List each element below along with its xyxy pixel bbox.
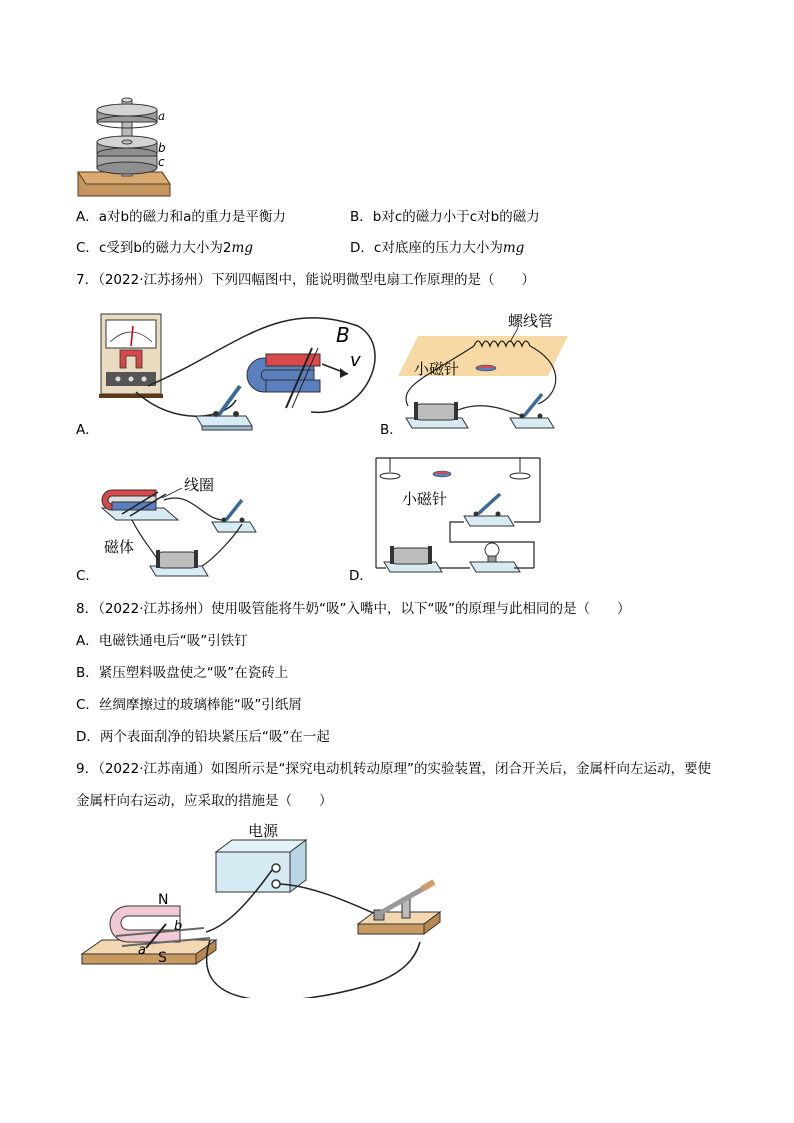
- label-b: b: [158, 141, 166, 155]
- q7-figure-b: [398, 306, 578, 436]
- south-pole-label: S: [158, 950, 167, 966]
- label-c: c: [158, 155, 165, 169]
- q6-option-b: B．b对c的磁力小于c对b的磁力: [350, 209, 540, 225]
- q8-option-a: A．电磁铁通电后“吸”引铁钉: [76, 633, 248, 649]
- q7-fig-d-letter: D．: [349, 568, 373, 584]
- power-supply-label: 电源: [248, 822, 279, 840]
- rod-end-a-label: a: [138, 943, 146, 958]
- q6-option-c: C．c受到b的磁力大小为2mg: [76, 240, 253, 256]
- magnet-label: 磁体: [104, 538, 135, 556]
- q9-motor-apparatus-figure: [76, 816, 448, 998]
- solenoid-label: 螺线管: [508, 312, 554, 330]
- q8-stem: 8．（2022·江苏扬州）使用吸管能将牛奶“吸”入嘴中，以下“吸”的原理与此相同的是（ ）: [76, 601, 631, 617]
- q7-fig-a-letter: A．: [76, 422, 99, 438]
- q7-figure-c: [92, 470, 268, 582]
- q7-figure-a: [96, 308, 382, 436]
- rod-end-b-label: b: [174, 919, 183, 934]
- q8-option-d: D．两个表面刮净的铅块紧压后“吸”在一起: [76, 729, 330, 745]
- q6-option-d: D．c对底座的压力大小为mg: [350, 240, 525, 256]
- q7-fig-c-letter: C．: [76, 568, 99, 584]
- q7-stem: 7．（2022·江苏扬州）下列四幅图中，能说明微型电扇工作原理的是（ ）: [76, 272, 535, 288]
- q9-stem-line2: 金属杆向右运动，应采取的措施是（ ）: [76, 793, 333, 809]
- q8-option-b: B．紧压塑料吸盘使之“吸”在瓷砖上: [76, 665, 289, 681]
- field-B-label: B: [336, 323, 350, 347]
- q6-option-a: A．a对b的磁力和a的重力是平衡力: [76, 209, 286, 225]
- q9-stem-line1: 9．（2022·江苏南通）如图所示是“探究电动机转动原理”的实验装置，闭合开关后，金属杆向左运动，要使: [76, 761, 711, 777]
- ring-c: [97, 156, 157, 174]
- needle-label: 小磁针: [414, 360, 460, 378]
- needle-label: 小磁针: [402, 490, 448, 508]
- coil-label: 线圈: [184, 476, 215, 494]
- q6-ring-magnets-figure: [70, 96, 180, 198]
- q7-figure-d: [366, 450, 556, 582]
- velocity-v-label: v: [350, 350, 361, 371]
- q8-option-c: C．丝绸摩擦过的玻璃棒能“吸”引纸屑: [76, 697, 302, 713]
- north-pole-label: N: [158, 892, 169, 908]
- q7-fig-b-letter: B．: [380, 422, 403, 438]
- label-a: a: [158, 109, 166, 123]
